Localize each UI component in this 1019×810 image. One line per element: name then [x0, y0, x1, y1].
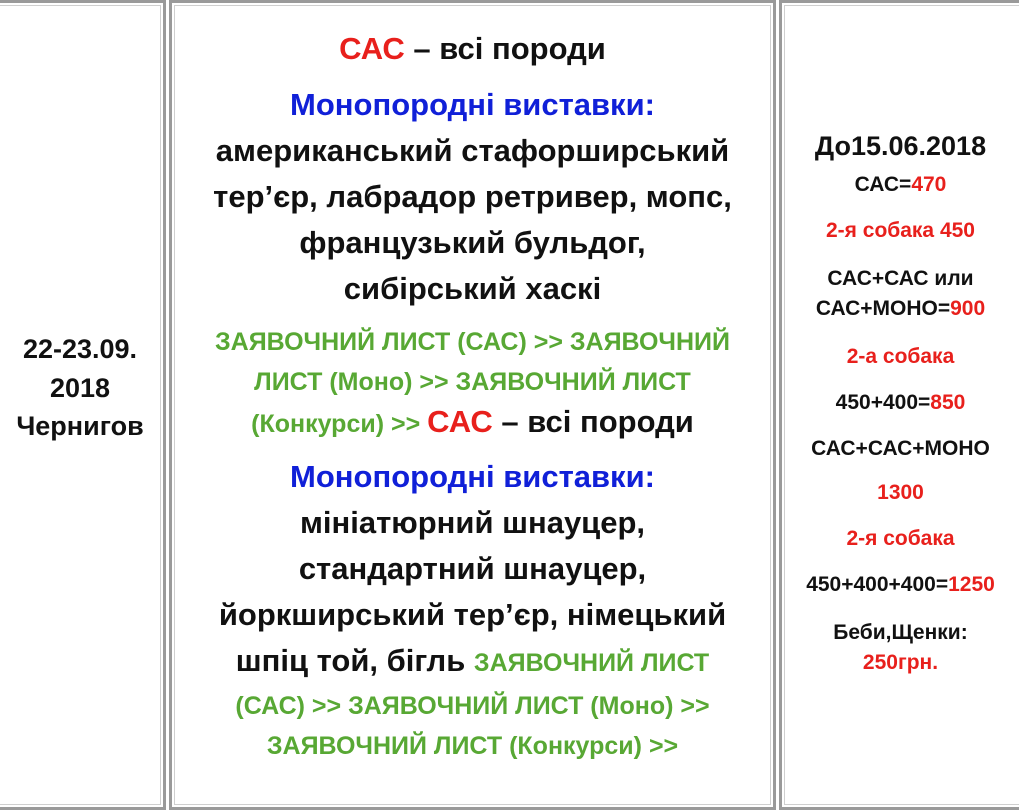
- all-breeds-text: – всі породи: [404, 31, 606, 66]
- all-breeds-text: – всі породи: [492, 404, 694, 439]
- price-label: 450+400=: [835, 391, 931, 414]
- price-triple-label: САС+САС+МОНО: [811, 437, 990, 460]
- breed-line: йоркширський тер’єр, німецький: [218, 597, 727, 632]
- price-value: 850: [930, 391, 966, 414]
- application-link[interactable]: ЗАЯВОЧНИЙ ЛИСТ: [473, 649, 710, 677]
- mono-shows-heading: Монопородні виставки:: [290, 87, 655, 122]
- price-label: САС+МОНО=: [815, 297, 951, 320]
- price-label: САС=: [854, 173, 912, 196]
- date-cell: [0, 330, 160, 446]
- breed-line: сибірський хаскі: [343, 271, 602, 306]
- breed-line: стандартний шнауцер,: [298, 551, 647, 586]
- breed-line: французький бульдог,: [299, 225, 646, 260]
- breed-line: мініатюрний шнауцер,: [299, 505, 646, 540]
- application-link-line: [172, 402, 773, 444]
- city-name: Чернигов: [16, 411, 144, 442]
- cac-label: САС: [427, 404, 493, 439]
- cac-label: САС: [339, 31, 405, 66]
- breed-list: [172, 128, 773, 312]
- price-value: 1250: [948, 573, 995, 596]
- application-links: [172, 686, 773, 766]
- show-description-cell: [172, 26, 773, 766]
- breed-list: [172, 500, 773, 686]
- cac-all-breeds-heading: [172, 26, 773, 72]
- deadline-date: До15.06.2018: [814, 131, 987, 161]
- price-value: 470: [911, 173, 947, 196]
- price-triple-value: 1300: [877, 481, 924, 504]
- application-link[interactable]: ЗАЯВОЧНИЙ ЛИСТ (Конкурси) >>: [266, 732, 679, 760]
- application-link[interactable]: ЛИСТ (Моно) >> ЗАЯВОЧНИЙ ЛИСТ: [254, 368, 691, 396]
- breed-text: шпіц той, бігль: [235, 643, 474, 678]
- price-baby: [782, 618, 1019, 678]
- price-second-dog: 2-а собака: [846, 345, 955, 368]
- price-label: САС+САС или: [827, 267, 974, 290]
- price-label: Беби,Щенки:: [833, 621, 968, 644]
- breed-line: [172, 638, 773, 686]
- mono-shows-heading: Монопородні виставки:: [290, 459, 655, 494]
- price-second-dog: 2-я собака: [846, 527, 955, 550]
- price-combo: [782, 264, 1019, 324]
- breed-line: тер’єр, лабрадор ретривер, мопс,: [213, 179, 732, 214]
- price-cell: [782, 126, 1019, 698]
- application-links: [172, 322, 773, 444]
- price-cac: [782, 172, 1019, 198]
- date-year: 2018: [49, 372, 111, 403]
- application-link[interactable]: ЗАЯВОЧНИЙ ЛИСТ (САС) >> ЗАЯВОЧНИЙ: [214, 328, 730, 356]
- price-value: 250грн.: [862, 651, 939, 674]
- application-link[interactable]: (Конкурси) >>: [251, 410, 428, 438]
- breed-line: американський стафорширський: [215, 133, 730, 168]
- price-label: 450+400+400=: [806, 573, 949, 596]
- price-second-dog: 2-я собака 450: [826, 219, 975, 242]
- application-link[interactable]: (САС) >> ЗАЯВОЧНИЙ ЛИСТ (Моно) >>: [235, 692, 710, 720]
- price-combo2: [782, 390, 1019, 416]
- price-value: 900: [950, 297, 986, 320]
- price-triple2: [776, 572, 1019, 598]
- date-range: 22-23.09.: [22, 334, 138, 364]
